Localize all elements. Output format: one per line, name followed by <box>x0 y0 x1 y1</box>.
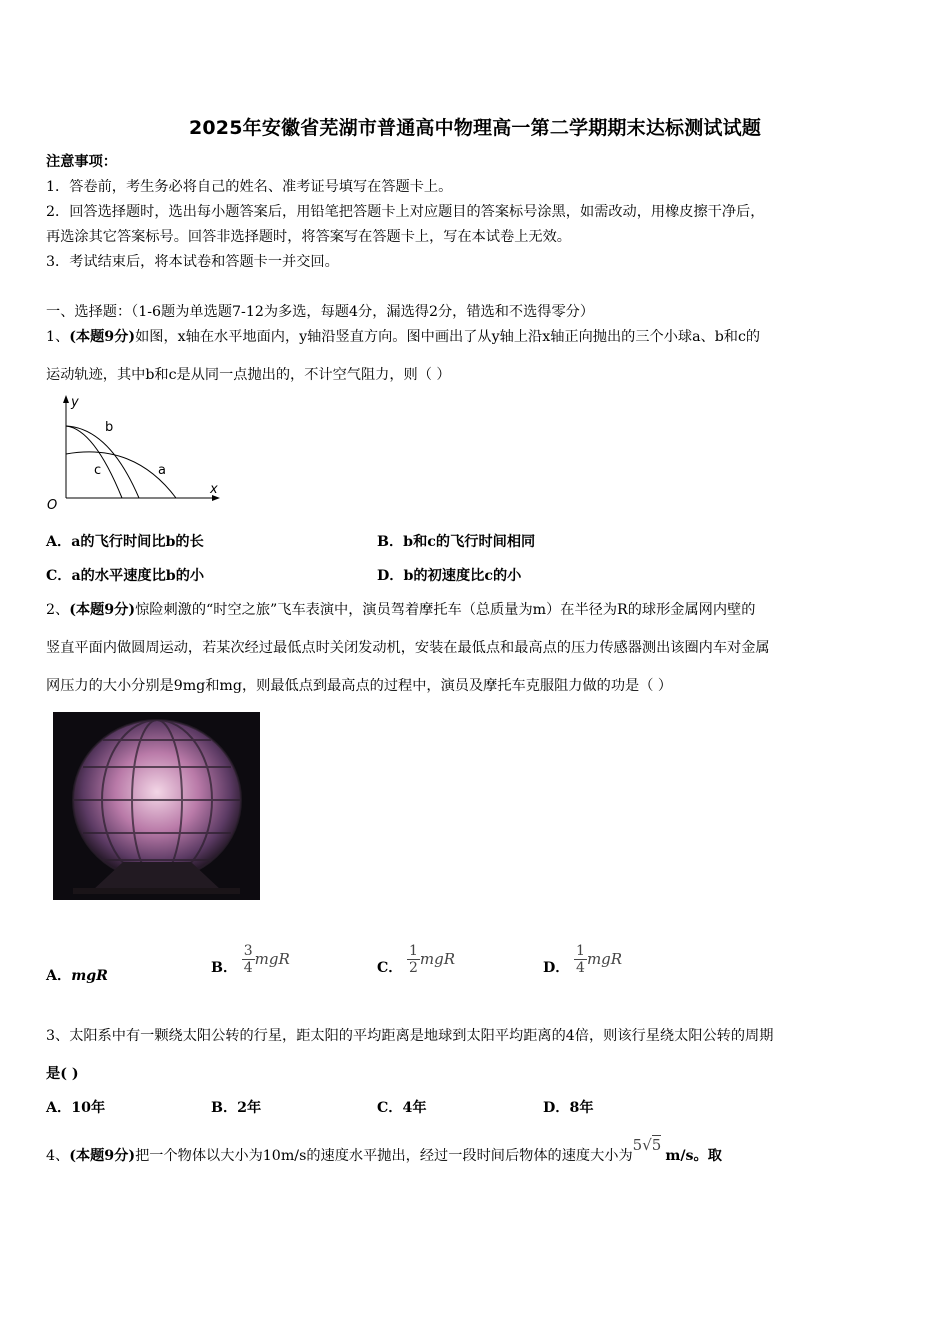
section-heading: 一、选择题：（1-6题为单选题7-12为多选，每题4分，漏选得2分，错选和不选得零分） <box>46 304 595 320</box>
curve-b-label: b <box>105 420 114 435</box>
q3-option-a: A．10年 <box>46 1100 106 1116</box>
q2-option-c-numerator: 1 <box>409 942 418 959</box>
q2-option-c-fraction <box>407 943 420 976</box>
q3-option-b: B．2年 <box>211 1100 262 1116</box>
q1-tag: (本题9分) <box>69 329 136 345</box>
y-label: y <box>71 395 79 410</box>
q2-option-b-label: B． <box>211 960 238 976</box>
notice-item-2-line-2: 再选涂其它答案标号。回答非选择题时，将答案写在答题卡上，写在本试卷上无效。 <box>46 229 571 245</box>
q2-option-c <box>377 940 455 978</box>
q3-option-d: D．8年 <box>543 1100 594 1116</box>
q4-tag: (本题9分) <box>69 1148 136 1164</box>
q2-option-b-numerator: 3 <box>243 942 253 959</box>
x-label: x <box>210 482 218 497</box>
q1-prefix: 1、 <box>46 329 70 345</box>
q2-line-3: 网压力的大小分别是9mg和mg，则最低点到最高点的过程中，演员及摩托车克服阻力做的功是（ ） <box>46 678 673 694</box>
sqrt-icon: √ <box>642 1136 652 1154</box>
q2-option-c-unit: mgR <box>419 950 456 968</box>
q2-line-2: 竖直平面内做圆周运动，若某次经过最低点时关闭发动机，安装在最低点和最高点的压力传感器测出该圈内车对金属 <box>46 640 770 656</box>
q2-option-d-denominator: 4 <box>576 959 585 976</box>
q2-option-c-denominator: 2 <box>409 959 418 976</box>
notice-item-1: 1．答卷前，考生务必将自己的姓名、准考证号填写在答题卡上。 <box>46 179 453 195</box>
q2-tag: (本题9分) <box>69 602 136 618</box>
q3-option-c: C．4年 <box>377 1100 427 1116</box>
q4-text: 把一个物体以大小为10m/s的速度水平抛出，经过一段时间后物体的速度大小为 <box>135 1148 633 1164</box>
q4-speed-expression <box>633 1135 662 1155</box>
q1-option-b: B．b和c的飞行时间相同 <box>377 534 536 550</box>
q2-option-d <box>543 940 622 978</box>
globe-illustration <box>53 712 260 900</box>
curve-b <box>66 426 139 498</box>
page-title: 2025年安徽省芜湖市普通高中物理高一第二学期期末达标测试试题 <box>188 117 762 139</box>
origin-label: O <box>47 498 58 513</box>
q2-option-b-unit: mgR <box>254 950 290 968</box>
q4-prefix: 4、 <box>46 1148 70 1164</box>
q1-option-c: C．a的水平速度比b的小 <box>46 568 205 584</box>
q2-option-a-label: A． <box>46 968 72 984</box>
q1-option-d: D．b的初速度比c的小 <box>377 568 522 584</box>
globe-of-death-photo <box>53 712 260 900</box>
curve-c <box>66 426 122 498</box>
notice-heading: 注意事项： <box>46 154 117 170</box>
q2-option-a <box>46 966 108 986</box>
q2-option-d-numerator: 1 <box>576 942 585 959</box>
q2-option-b-fraction <box>242 943 255 976</box>
q4-line-1 <box>46 1136 722 1166</box>
q1-text-1: 如图，x轴在水平地面内，y轴沿竖直方向。图中画出了从y轴上沿x轴正向抛出的三个小球a、b和c的 <box>135 329 761 345</box>
q2-text-1: 惊险刺激的“时空之旅”飞车表演中，演员驾着摩托车（总质量为m）在半径为R的球形金属网内壁的 <box>135 602 756 618</box>
y-axis-arrow-icon <box>63 395 69 403</box>
q2-option-c-label: C． <box>377 960 403 976</box>
q4-radicand: 5 <box>651 1136 662 1154</box>
q1-line-2: 运动轨迹，其中b和c是从同一点抛出的，不计空气阻力，则（ ） <box>46 367 451 383</box>
curve-c-label: c <box>94 463 102 478</box>
q4-coefficient: 5 <box>632 1136 643 1154</box>
q2-option-d-unit: mgR <box>586 950 623 968</box>
q1-trajectory-graph <box>44 392 224 514</box>
q2-option-b <box>211 940 290 978</box>
q3-line-2: 是( ) <box>46 1066 79 1082</box>
q2-option-d-label: D． <box>543 960 570 976</box>
q2-prefix: 2、 <box>46 602 70 618</box>
curve-a-label: a <box>158 463 166 478</box>
q2-option-d-fraction <box>574 943 587 976</box>
q2-option-a-value: mgR <box>71 968 108 984</box>
q2-line-1 <box>46 600 755 620</box>
q1-line-1 <box>46 327 760 347</box>
notice-item-3: 3．考试结束后，将本试卷和答题卡一并交回。 <box>46 254 339 270</box>
notice-item-2-line-1: 2．回答选择题时，选出每小题答案后，用铅笔把答题卡上对应题目的答案标号涂黑，如需改动，用橡皮擦干净后， <box>46 204 765 220</box>
q4-tail: m/s。取 <box>665 1148 722 1164</box>
q3-line-1: 3、太阳系中有一颗绕太阳公转的行星，距太阳的平均距离是地球到太阳平均距离的4倍，则该行星绕太阳公转的周期 <box>46 1028 774 1044</box>
q1-option-a: A．a的飞行时间比b的长 <box>46 534 204 550</box>
q2-option-b-denominator: 4 <box>243 959 253 976</box>
